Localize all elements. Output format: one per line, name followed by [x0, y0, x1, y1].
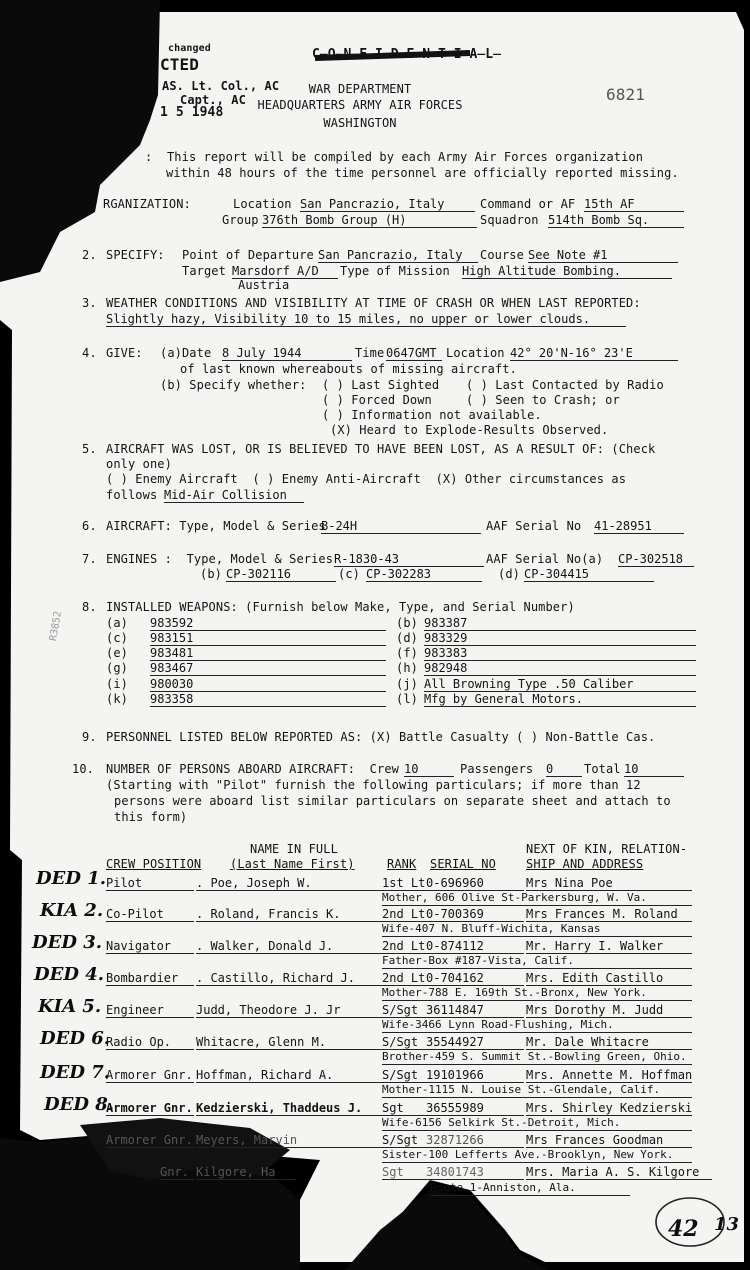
s5-line3: ( ) Enemy Aircraft ( ) Enemy Anti-Aircraft (X) Other circumstances as [106, 472, 627, 486]
crew-serial: 19101966 [426, 1068, 524, 1083]
weapon-key-right: (b) [396, 616, 418, 630]
crew-kin-name: Mrs Frances M. Roland [526, 907, 692, 922]
crew-position: Armorer Gnr. [106, 1068, 193, 1082]
crew-status-mark: DED 8. [44, 1094, 114, 1115]
crew-serial: 0-704162 [426, 971, 524, 986]
s7-serial-b: CP-302116 [226, 567, 336, 582]
declass-stamp-line: changed [168, 43, 211, 54]
crew-serial: 36114847 [426, 1003, 524, 1018]
s4-line2: of last known whereabouts of missing aircraft. [180, 362, 517, 376]
s5-line2: only one) [106, 457, 172, 471]
s7-serial-c: CP-302283 [366, 567, 482, 582]
weapon-serial-left: 983592 [150, 616, 386, 631]
crew-kin-address: Wife-407 N. Bluff-Wichita, Kansas [382, 922, 692, 937]
crew-kin-name: Mrs. Shirley Kedzierski [526, 1101, 693, 1115]
s4-opt-forced-down: ( ) Forced Down [322, 393, 432, 407]
crew-name: Whitacre, Glenn M. [196, 1035, 382, 1050]
org-location-label: Location [233, 197, 292, 211]
s7-serial-a: CP-302518 [618, 552, 694, 567]
s8-num: 8. [82, 600, 97, 614]
org-group: 376th Bomb Group (H) [262, 213, 477, 228]
s2-course: See Note #1 [528, 248, 678, 263]
declass-stamp-line: Capt., AC [180, 93, 246, 107]
crew-position: Armorer Gnr. [106, 1101, 193, 1115]
s4-opt-heard-explode: (X) Heard to Explode-Results Observed. [330, 423, 609, 437]
s2-course-label: Course [480, 248, 524, 262]
s10-line3: persons were aboard list similar particulars on separate sheet and attach to [114, 794, 671, 808]
crew-name: Kilgore, Ha [196, 1165, 296, 1180]
weapon-key-right: (d) [396, 631, 418, 645]
weapon-key-left: (a) [106, 616, 128, 630]
s10-pass-label: Passengers [460, 762, 534, 776]
crew-kin-name: Mrs. Annette M. Hoffman [526, 1068, 693, 1082]
s4-location-label: Location [446, 346, 505, 360]
org-squadron-label: Squadron [480, 213, 539, 227]
crew-position: Bombardier [106, 971, 194, 986]
crew-name: Meyers, Marvin [196, 1133, 382, 1148]
s2-target-sub: Austria [238, 278, 290, 292]
weapon-serial-left: 983467 [150, 661, 386, 676]
s4-opt-last-contacted: ( ) Last Contacted by Radio [466, 378, 664, 392]
crew-rank: S/Sgt [382, 1133, 426, 1148]
crew-kin-address: Wife-6156 Selkirk St.-Detroit, Mich. [382, 1116, 692, 1131]
crew-kin-name: Mr. Dale Whitacre [526, 1035, 692, 1050]
s2-num: 2. [82, 248, 97, 262]
crew-name: Judd, Theodore J. Jr [196, 1003, 382, 1018]
s9-text: PERSONNEL LISTED BELOW REPORTED AS: (X) Battle Casualty ( ) Non-Battle Cas. [106, 730, 656, 744]
crew-status-mark: DED 3. [32, 932, 102, 953]
s10-passengers: 0 [546, 762, 582, 777]
s10-line2: (Starting with "Pilot" furnish the following particulars; if more than 12 [106, 778, 641, 792]
s5-value: Mid-Air Collision [164, 488, 304, 503]
crew-kin-address: Wife-3466 Lynn Road-Flushing, Mich. [382, 1018, 692, 1033]
s10-line1: NUMBER OF PERSONS ABOARD AIRCRAFT: Crew [106, 762, 399, 776]
s6-serial: 41-28951 [594, 519, 684, 534]
crew-kin-address: Brother-459 S. Summit St.-Bowling Green, Ohio. [382, 1050, 692, 1065]
weapon-key-right: (j) [396, 677, 418, 691]
crew-serial: 0-696960 [426, 876, 524, 891]
crew-serial: 0-874112 [426, 939, 524, 954]
s5-line1: AIRCRAFT WAS LOST, OR IS BELIEVED TO HAVE BEEN LOST, AS A RESULT OF: (Check [106, 442, 656, 456]
weapon-key-left: (k) [106, 692, 128, 706]
s3-value: Slightly hazy, Visibility 10 to 15 miles, no upper or lower clouds. [106, 312, 626, 327]
intro-line-2: within 48 hours of the time personnel are officially reported missing. [166, 166, 679, 180]
crew-header-rank: RANK [387, 857, 417, 871]
intro-line-1: : This report will be compiled by each Army Air Forces organization [145, 150, 644, 164]
crew-kin-name: Mrs. Edith Castillo [526, 971, 692, 986]
s4-specify: (b) Specify whether: [160, 378, 307, 392]
crew-position: Armorer Gnr. [106, 1133, 193, 1147]
crew-status-mark: KIA 5. [38, 996, 102, 1017]
s4-num: 4. [82, 346, 97, 360]
crew-header-kin-sub: SHIP AND ADDRESS [526, 857, 644, 871]
crew-status-mark: DED 4. [34, 964, 104, 985]
weapon-serial-right: 982948 [424, 661, 696, 676]
s7-serial-label: AAF Serial No(a) [486, 552, 604, 566]
crew-header-name-sub: (Last Name First) [230, 857, 355, 871]
crew-rank: 2nd Lt [382, 907, 426, 921]
weapon-serial-right: 983329 [424, 631, 696, 646]
s2-mission: High Altitude Bombing. [462, 264, 672, 279]
crew-status-mark: KIA 2. [40, 900, 104, 921]
crew-status-mark: DED 1. [36, 868, 106, 889]
s7-label: ENGINES : Type, Model & Series [106, 552, 334, 566]
weapon-serial-left: 983358 [150, 692, 386, 707]
s10-total: 10 [624, 762, 684, 777]
crew-name: . Walker, Donald J. [196, 939, 382, 954]
crew-kin-address: Mother, 606 Olive St-Parkersburg, W. Va. [382, 891, 692, 906]
crew-kin-address: Mother-1115 N. Louise St.-Glendale, Calif. [382, 1083, 692, 1098]
s6-serial-label: AAF Serial No [486, 519, 582, 533]
weapon-serial-right: 983383 [424, 646, 696, 661]
s7-d-label: (d) [498, 567, 520, 581]
crew-kin-name: Mrs Frances Goodman [526, 1133, 692, 1148]
crew-serial: 35544927 [426, 1035, 524, 1050]
crew-kin-name: Mrs Dorothy M. Judd [526, 1003, 692, 1018]
crew-serial: 36555989 [426, 1101, 524, 1116]
weapon-key-left: (c) [106, 631, 128, 645]
city-title: WASHINGTON [323, 116, 397, 130]
crew-name: . Poe, Joseph W. [196, 876, 382, 891]
s4-label: GIVE: [106, 346, 143, 360]
crew-position: Engineer [106, 1003, 194, 1018]
weapon-key-right: (f) [396, 646, 418, 660]
crew-kin-name: Mrs Nina Poe [526, 876, 692, 891]
org-label: RGANIZATION: [103, 197, 191, 211]
crew-rank: S/Sgt [382, 1068, 426, 1083]
weapon-key-left: (i) [106, 677, 128, 691]
s5-num: 5. [82, 442, 97, 456]
crew-rank: 2nd Lt [382, 971, 426, 985]
crew-header-position: CREW POSITION [106, 857, 202, 871]
weapon-key-left: (e) [106, 646, 128, 660]
org-group-label: Group [222, 213, 259, 227]
weapon-serial-left: 983481 [150, 646, 386, 661]
s8-margin-note: R3852 [48, 610, 65, 642]
weapon-serial-right: Mfg by General Motors. [424, 692, 696, 707]
crew-rank: 2nd Lt [382, 939, 426, 953]
s3-num: 3. [82, 296, 97, 310]
s10-crew: 10 [404, 762, 454, 777]
crew-position: Radio Op. [106, 1035, 194, 1050]
crew-name: . Roland, Francis K. [196, 907, 382, 922]
declass-stamp-line: 1 5 1948 [160, 105, 224, 120]
weapon-serial-right: 983387 [424, 616, 696, 631]
crew-kin-address: Sister-100 Lefferts Ave.-Brooklyn, New York. [382, 1148, 692, 1163]
s4-time-label: Time [355, 346, 385, 360]
crew-status-mark: DED 6. [40, 1028, 110, 1049]
s9-num: 9. [82, 730, 97, 744]
crew-rank: Sgt [382, 1165, 426, 1180]
s6-num: 6. [82, 519, 97, 533]
weapon-serial-left: 983151 [150, 631, 386, 646]
page-number-handwritten: 42 [668, 1216, 699, 1242]
crew-kin-address: Father-Box #187-Vista, Calif. [382, 954, 692, 969]
s2-departure-label: Point of Departure [182, 248, 314, 262]
crew-kin-name: Mrs. Maria A. S. Kilgore [526, 1165, 712, 1180]
crew-position: Co-Pilot [106, 907, 194, 922]
crew-name: Hoffman, Richard A. [196, 1068, 382, 1083]
s2-departure: San Pancrazio, Italy [318, 248, 478, 263]
org-command: 15th AF [584, 197, 684, 212]
org-command-label: Command or AF [480, 197, 576, 211]
crew-name: . Castillo, Richard J. [196, 971, 382, 986]
s4-opt-seen-crash: ( ) Seen to Crash; or [466, 393, 620, 407]
crew-position: Gnr. [160, 1165, 194, 1180]
s4-opt-info-na: ( ) Information not available. [322, 408, 542, 422]
crew-rank: Sgt [382, 1101, 426, 1116]
crew-serial: 32871266 [426, 1133, 524, 1148]
s10-num: 10. [72, 762, 94, 776]
crew-rank: 1st Lt [382, 876, 426, 890]
crew-name: Kedzierski, Thaddeus J. [196, 1101, 382, 1116]
classification-top: C̶O̶N̶F̶I̶D̶E̶N̶T̶I̶A̶L̶ [312, 47, 502, 62]
hq-title: HEADQUARTERS ARMY AIR FORCES [257, 98, 463, 112]
crew-serial: 0-700369 [426, 907, 524, 922]
weapon-serial-left: 980030 [150, 677, 386, 692]
s5-line4: follows [106, 488, 158, 502]
s4-opt-last-sighted: ( ) Last Sighted [322, 378, 440, 392]
s7-c-label: (c) [338, 567, 360, 581]
s10-line4: this form) [114, 810, 188, 824]
crew-kin-address: Route 1-Anniston, Ala. [430, 1181, 630, 1196]
weapon-serial-right: All Browning Type .50 Caliber [424, 677, 696, 692]
s2-label: SPECIFY: [106, 248, 165, 262]
s3-text: WEATHER CONDITIONS AND VISIBILITY AT TIME OF CRASH OR WHEN LAST REPORTED: [106, 296, 641, 310]
s7-b-label: (b) [200, 567, 222, 581]
s6-model: B-24H [321, 519, 481, 534]
crew-header-serial: SERIAL NO [430, 857, 496, 871]
page-number-alt: 13 [714, 1214, 740, 1235]
s4-location: 42° 20'N-16° 23'E [510, 346, 678, 361]
crew-position: Navigator [106, 939, 194, 954]
crew-kin-address: Mother-788 E. 169th St.-Bronx, New York. [382, 986, 692, 1001]
crew-position: Pilot [106, 876, 194, 891]
weapon-key-left: (g) [106, 661, 128, 675]
s8-label: INSTALLED WEAPONS: (Furnish below Make, Type, and Serial Number) [106, 600, 575, 614]
s7-num: 7. [82, 552, 97, 566]
s2-target-label: Target [182, 264, 226, 278]
crew-rank: S/Sgt [382, 1003, 426, 1018]
crew-header-name: NAME IN FULL [250, 842, 338, 856]
weapon-key-right: (l) [396, 692, 418, 706]
crew-header-kin: NEXT OF KIN, RELATION- [526, 842, 688, 856]
s2-mission-label: Type of Mission [340, 264, 450, 278]
crew-serial: 34801743 [426, 1165, 524, 1180]
s10-total-label: Total [584, 762, 621, 776]
s2-target: Marsdorf A/D [232, 264, 338, 279]
s6-label: AIRCRAFT: Type, Model & Series [106, 519, 326, 533]
s7-model: R-1830-43 [334, 552, 484, 567]
s4-time: 0647GMT [386, 346, 442, 361]
declass-stamp-line: AS. Lt. Col., AC [162, 79, 280, 93]
weapon-key-right: (h) [396, 661, 418, 675]
declass-stamp-line: CTED [160, 55, 199, 74]
crew-kin-name: Mr. Harry I. Walker [526, 939, 692, 954]
s4-date: 8 July 1944 [222, 346, 352, 361]
doc-number: 6821 [606, 85, 645, 104]
s7-serial-d: CP-304415 [524, 567, 654, 582]
org-squadron: 514th Bomb Sq. [548, 213, 684, 228]
crew-rank: S/Sgt [382, 1035, 426, 1050]
org-location: San Pancrazio, Italy [300, 197, 475, 212]
crew-status-mark: DED 7. [40, 1062, 110, 1083]
dept-title: WAR DEPARTMENT [308, 82, 412, 96]
s4-date-label: (a)Date [160, 346, 212, 360]
